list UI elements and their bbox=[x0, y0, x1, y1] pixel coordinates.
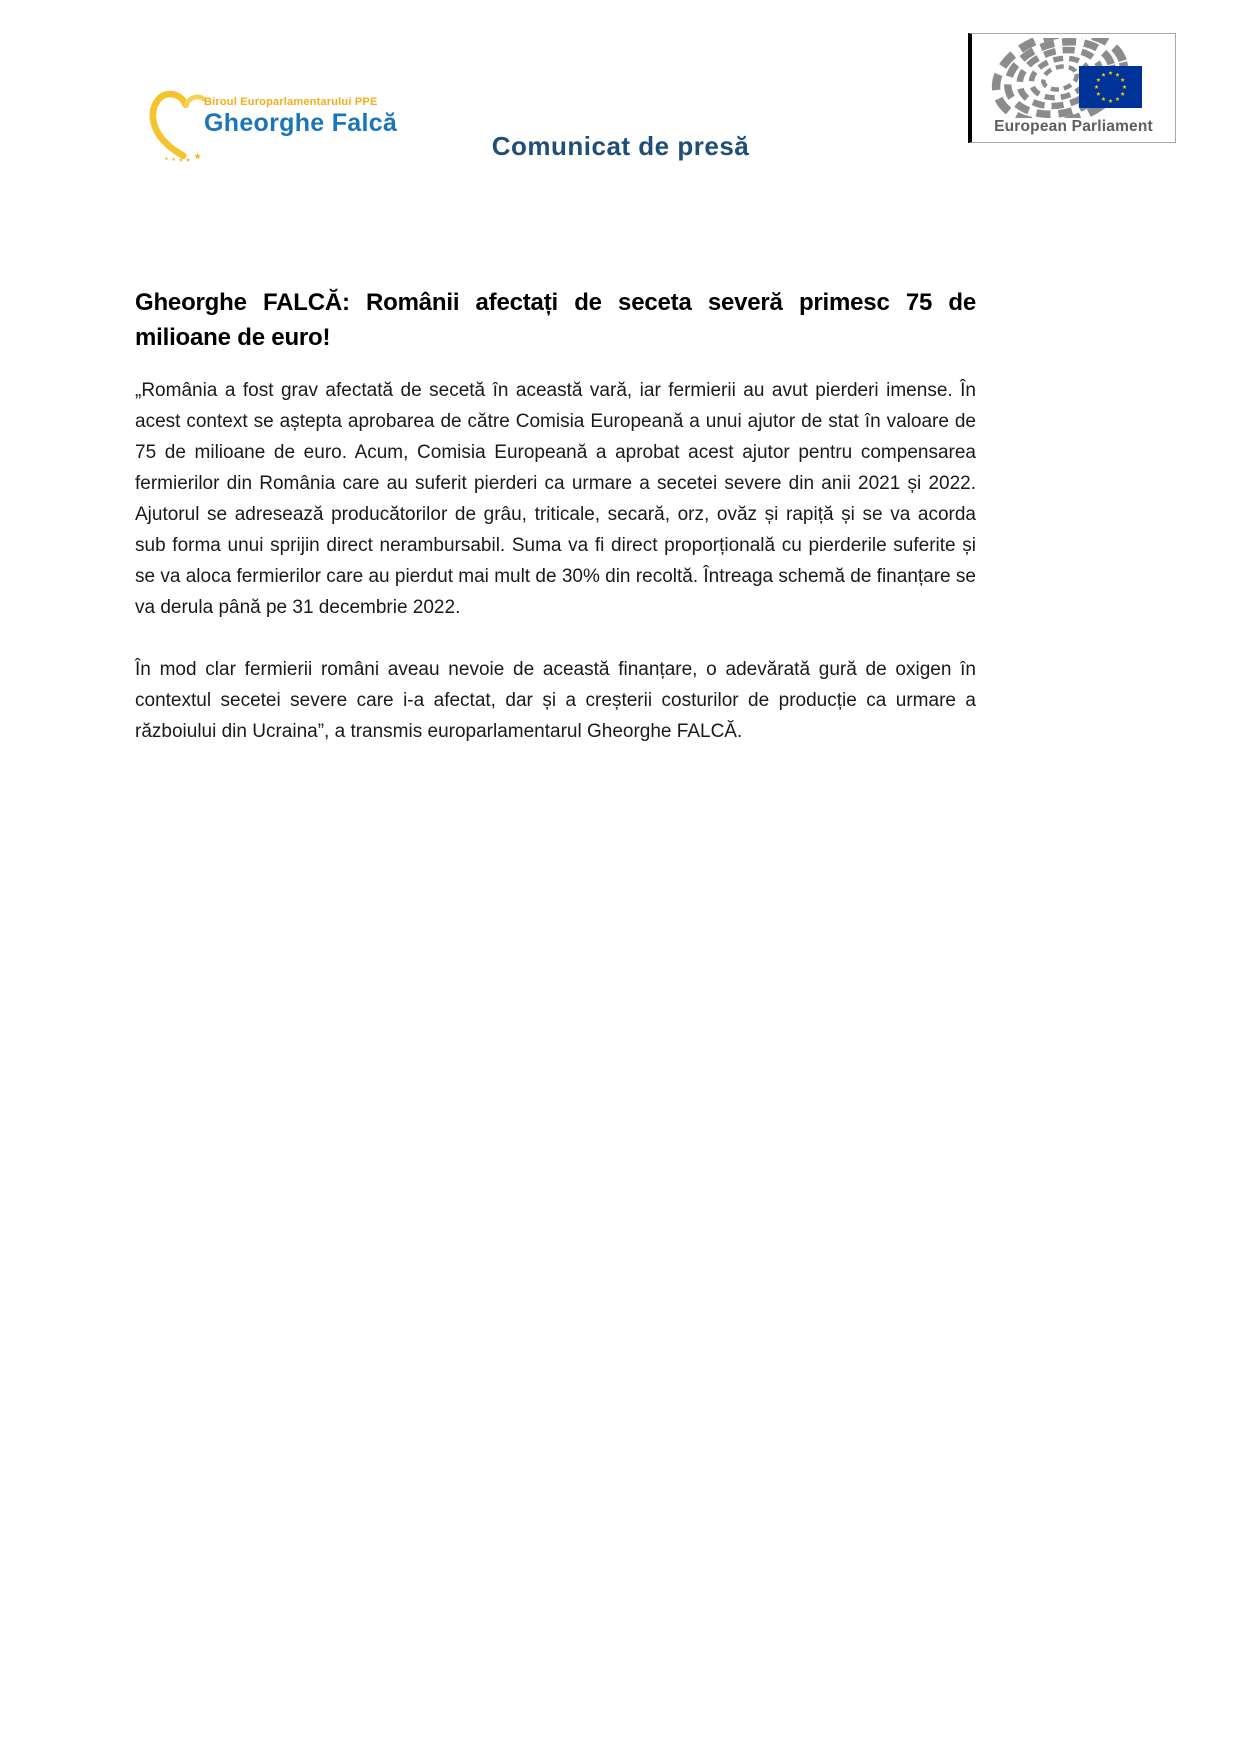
eu-flag-icon bbox=[1079, 66, 1142, 108]
article bbox=[135, 285, 976, 778]
article-paragraph: „România a fost grav afectată de secetă în această vară, iar fermierii au avut pierderi imense. În acest context se aștepta aprobarea de către Comisia Europeană a unui ajutor de stat în valoare de 75 de milioane de euro. Acum, Comisia Europeană a aprobat acest ajutor pentru compensarea fermierilor din România care au suferit pierderi ca urmare a secetei severe din anii 2021 și 2022. Ajutorul se adresează producătorilor de grâu, triticale, secară, orz, ovăz și rapiță și se va acorda sub forma unui sprijin direct nerambursabil. Suma va fi direct proporțională cu pierderile suferite și se va aloca fermierilor care au pierdut mai mult de 30% din recoltă. Întreaga schemă de finanțare se va derula până pe 31 decembrie 2022. bbox=[135, 380, 976, 618]
european-parliament-logo bbox=[968, 33, 1176, 143]
falca-name: Gheorghe Falcă bbox=[204, 109, 398, 137]
article-title: Gheorghe FALCĂ: Românii afectați de seceta severă primesc 75 de milioane de euro! bbox=[135, 289, 976, 351]
article-paragraph: În mod clar fermierii români aveau nevoie de această finanțare, o adevărată gură de oxigen în contextul secetei severe care i-a afectat, dar și a creșterii costurilor de producție ca urmare a războiului din Ucraina”, a transmis europarlamentarul Gheorghe FALCĂ. bbox=[135, 659, 976, 742]
press-release-heading: Comunicat de presă bbox=[491, 131, 750, 161]
falca-office-label: Biroul Europarlamentarului PPE bbox=[204, 96, 378, 108]
ep-logo-caption: European Parliament bbox=[994, 118, 1153, 135]
